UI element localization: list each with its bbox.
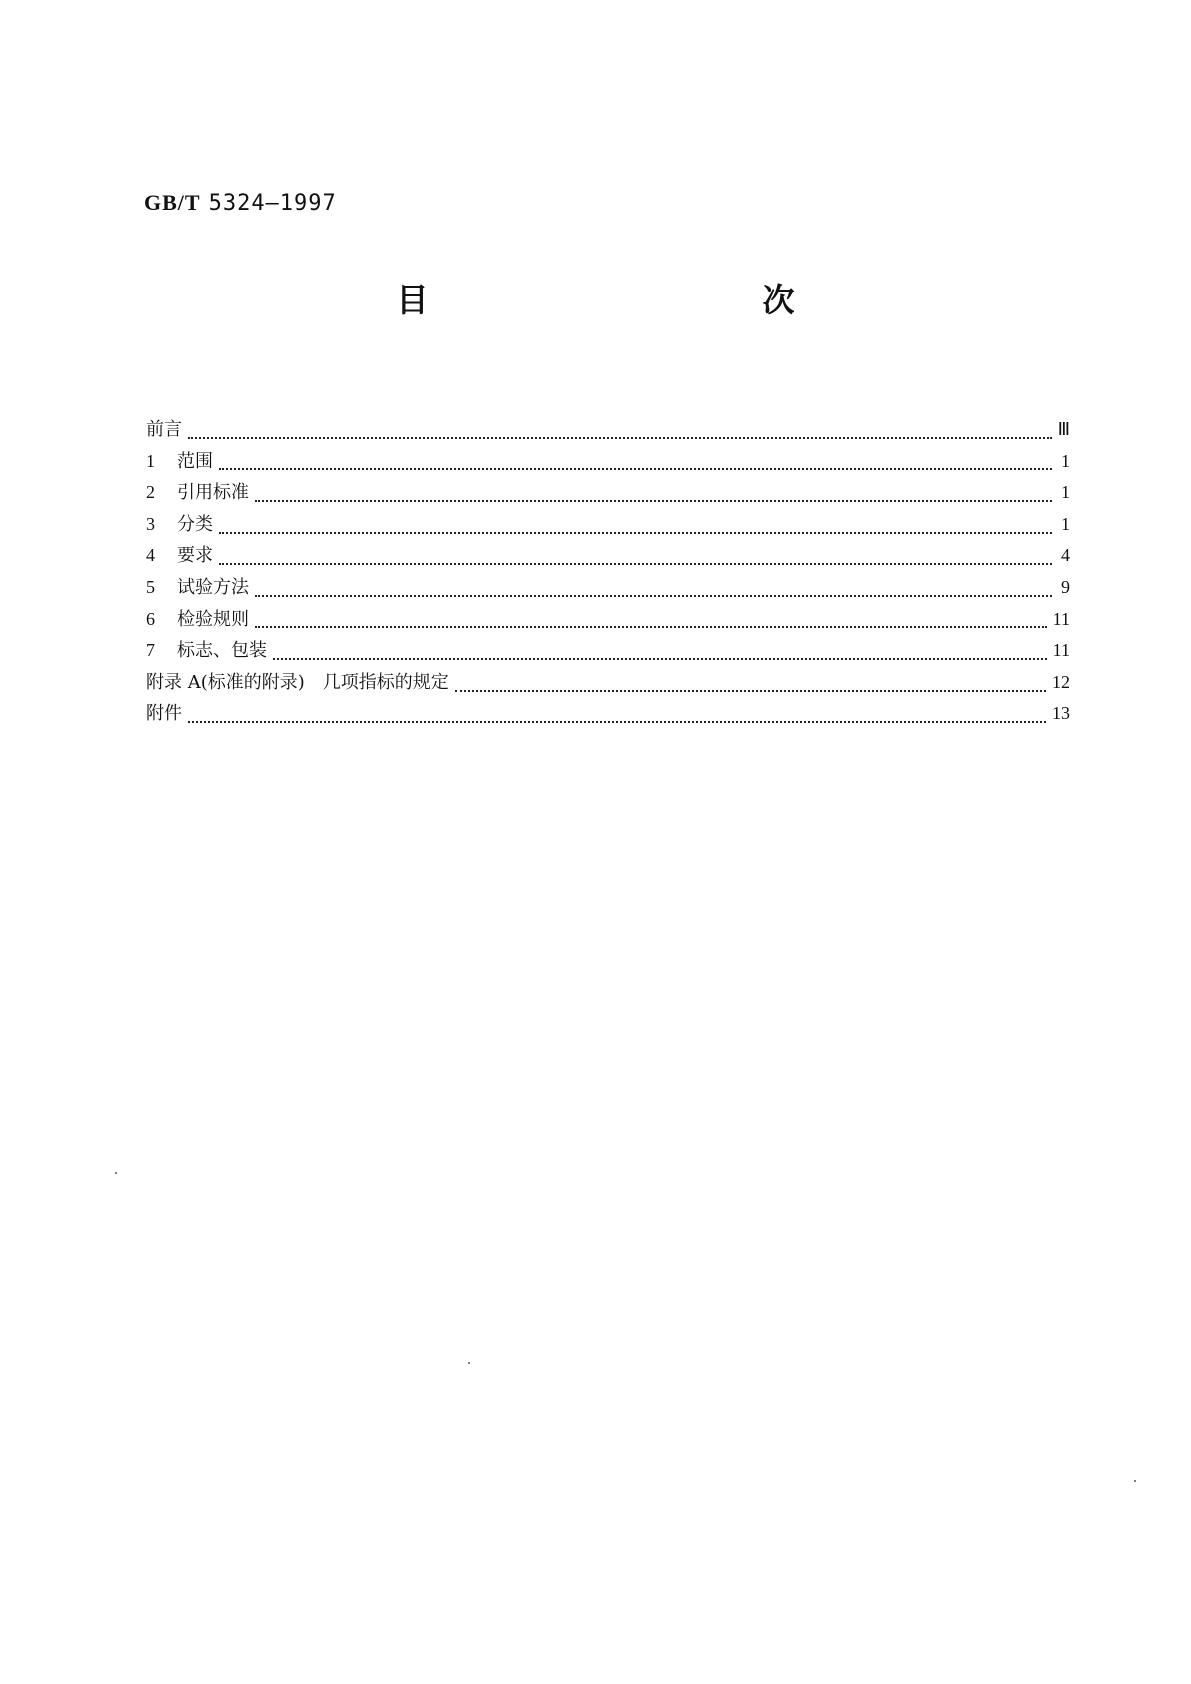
toc-entry-number: 6 bbox=[146, 608, 155, 629]
standard-prefix: GB/T bbox=[144, 190, 201, 215]
toc-leader-dots bbox=[188, 433, 1052, 439]
toc-entry[interactable] bbox=[146, 417, 1070, 449]
toc-entry[interactable] bbox=[146, 449, 1070, 481]
toc-entry-label: 标志、包装 bbox=[177, 640, 267, 662]
toc-leader-dots bbox=[273, 654, 1047, 660]
toc-entry[interactable] bbox=[146, 512, 1070, 544]
toc-entry-page: Ⅲ bbox=[1057, 419, 1070, 439]
standard-code bbox=[144, 190, 337, 217]
toc-entry-label: 要求 bbox=[177, 545, 213, 567]
toc-entry-label: 引用标准 bbox=[177, 482, 249, 504]
toc-entry-number: 1 bbox=[146, 450, 155, 471]
toc-entry-number: 4 bbox=[146, 545, 155, 566]
toc-entry[interactable] bbox=[146, 670, 1070, 702]
scan-speck bbox=[115, 1172, 117, 1174]
toc-entry-number: 5 bbox=[146, 576, 155, 597]
toc-entry-page: 12 bbox=[1052, 671, 1070, 692]
toc-leader-dots bbox=[219, 559, 1052, 565]
page-title: 目 次 bbox=[396, 281, 885, 319]
toc-leader-dots bbox=[188, 717, 1046, 723]
toc-leader-dots bbox=[255, 591, 1052, 597]
toc-entry-page: 11 bbox=[1052, 608, 1070, 629]
toc-entry-number: 3 bbox=[146, 513, 155, 534]
toc-entry-label: 范围 bbox=[177, 450, 213, 472]
standard-number: 5324—1997 bbox=[208, 191, 337, 216]
toc-entry[interactable] bbox=[146, 638, 1070, 670]
toc-entry-page: 9 bbox=[1061, 576, 1070, 597]
toc-entry-page: 1 bbox=[1061, 450, 1070, 471]
toc-entry-label: 前言 bbox=[146, 419, 182, 440]
toc-entry-page: 11 bbox=[1052, 640, 1070, 661]
scan-speck bbox=[1134, 1480, 1136, 1482]
toc-entry[interactable] bbox=[146, 480, 1070, 512]
toc-entry-number: 2 bbox=[146, 482, 155, 503]
toc-entry-page: 1 bbox=[1061, 513, 1070, 534]
toc-leader-dots bbox=[255, 496, 1052, 502]
toc-entry[interactable] bbox=[146, 543, 1070, 575]
toc-entry[interactable] bbox=[146, 607, 1070, 639]
toc-entry-label: 检验规则 bbox=[177, 608, 249, 630]
toc-entry-label: 附件 bbox=[146, 703, 182, 725]
toc-entry-page: 1 bbox=[1061, 482, 1070, 503]
toc-leader-dots bbox=[219, 464, 1052, 470]
toc-entry-number: 7 bbox=[146, 640, 155, 661]
toc-entry[interactable] bbox=[146, 575, 1070, 607]
toc-entry-page: 13 bbox=[1052, 703, 1070, 724]
toc-entry[interactable] bbox=[146, 701, 1070, 733]
toc-entry-page: 4 bbox=[1061, 545, 1070, 566]
scan-speck bbox=[468, 1362, 470, 1364]
toc-entry-label: 附录 A(标准的附录) 几项指标的规定 bbox=[146, 671, 449, 693]
toc-entry-label: 分类 bbox=[177, 513, 213, 535]
toc-entry-label: 试验方法 bbox=[177, 576, 249, 598]
table-of-contents bbox=[146, 417, 1070, 733]
toc-leader-dots bbox=[219, 528, 1052, 534]
toc-leader-dots bbox=[255, 622, 1047, 628]
toc-leader-dots bbox=[455, 686, 1046, 692]
